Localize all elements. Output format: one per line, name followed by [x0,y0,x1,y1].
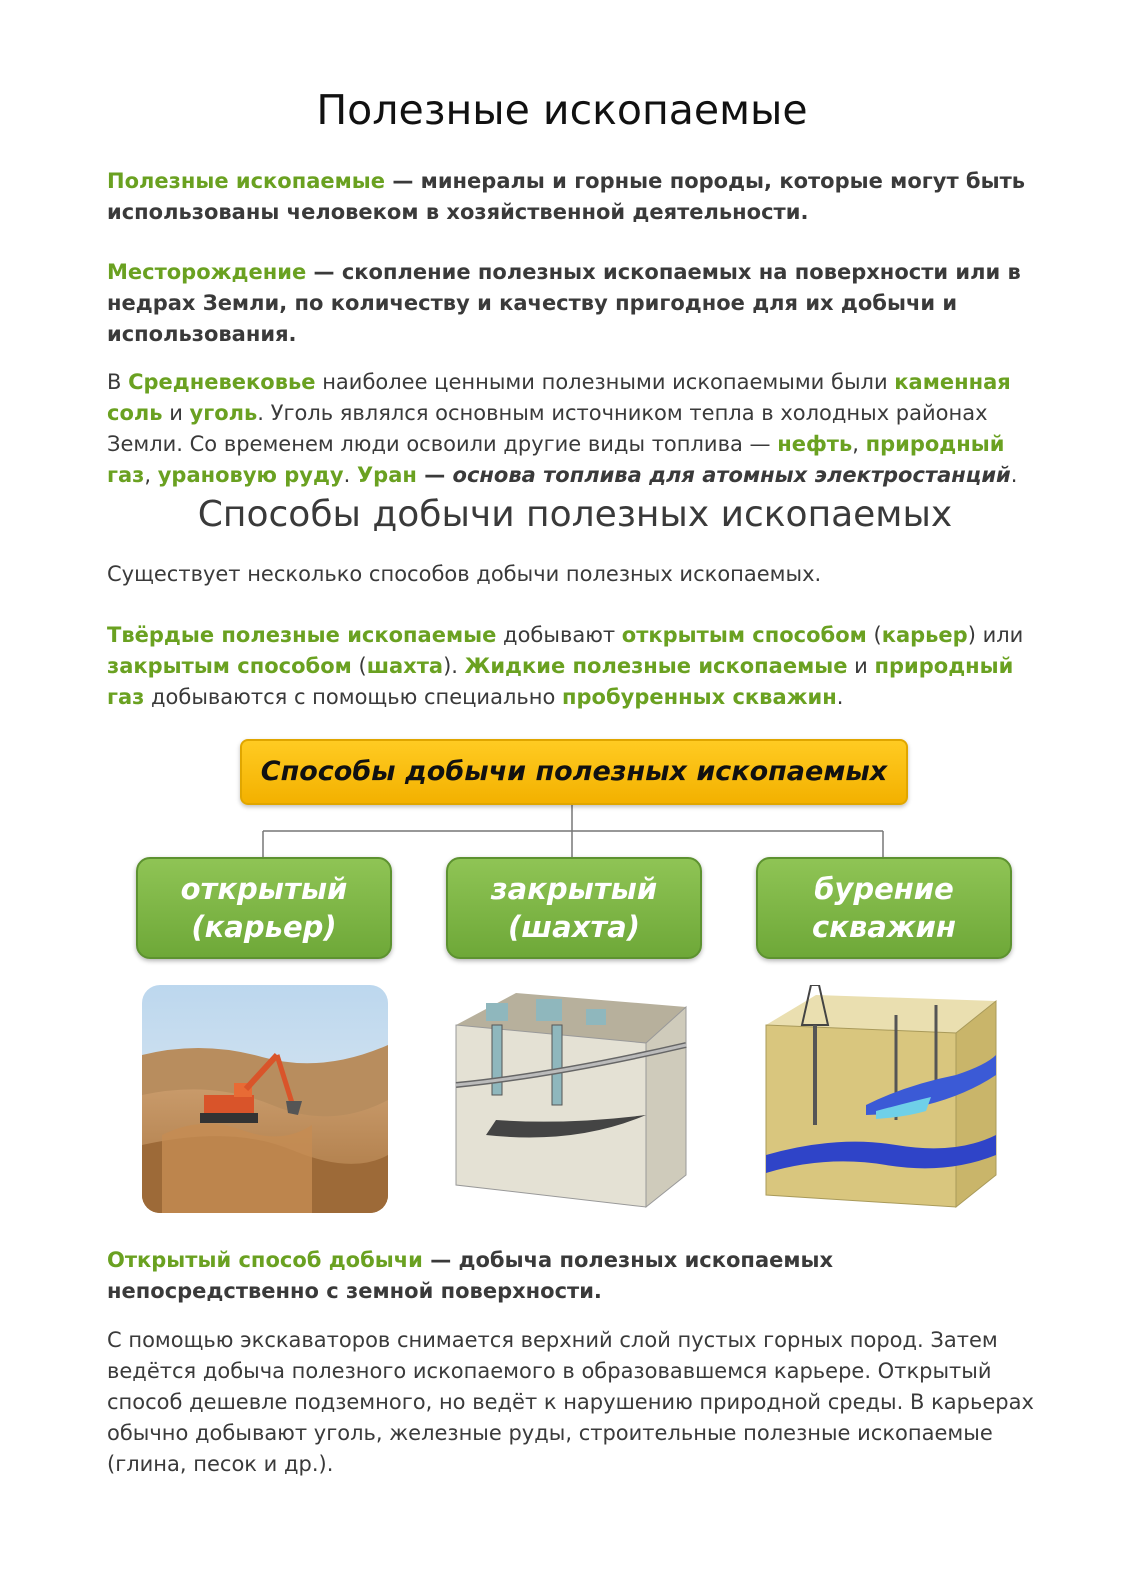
definition-deposit-text: — скопление полезных ископаемых на поверхности или в недрах Земли, по количеству и качеству пригодное для их добычи и использования. [107,260,1021,346]
term-coal: уголь [189,401,258,425]
term-medieval: Средневековье [128,370,316,394]
term-minerals: Полезные ископаемые [107,169,386,193]
category-open-pit [136,857,392,959]
text-span: и [162,401,190,425]
underground-mine-image [446,985,692,1213]
text-span: В [107,370,129,394]
category-label: бурение [814,872,954,906]
text-span: , [144,463,158,487]
diagram-header: Способы добычи полезных ископаемых [240,739,908,805]
page-title: Полезные ископаемые [316,86,808,134]
text-span: . [343,463,357,487]
term-natural-gas: природный газ [107,654,1014,709]
definition-open-method-text: — добыча полезных ископаемых непосредственно с земной поверхности. [107,1248,834,1303]
term-mine: шахта [366,654,444,678]
mining-methods-diagram [130,735,1030,1225]
term-natural-gas: природный газ [107,432,1005,487]
open-method-paragraph: С помощью экскаваторов снимается верхний слой пустых горных пород. Затем ведётся добыча полезного ископаемого в образовавшемся карьере. Открытый способ дешевле подземного, но ведёт к нарушению природной среды. В карьерах обычно добывают уголь, железные руды, строительные полезные ископаемые (глина, песок и др.). [107,1328,1034,1476]
category-drilling [756,857,1012,959]
term-rock-salt: каменная соль [107,370,1011,425]
text-span: ) или [967,623,1024,647]
term-drilled-wells: пробуренных скважин [562,685,837,709]
term-open-mining: Открытый способ добычи [107,1248,423,1272]
history-paragraph [107,367,1042,491]
text-span: добываются с помощью специально [144,685,563,709]
term-uranium-ore: урановую руду [157,463,344,487]
term-open-method: открытым способом [621,623,867,647]
term-solid-minerals: Твёрдые полезные ископаемые [107,623,497,647]
term-closed-method: закрытым способом [107,654,352,678]
category-sublabel: скважин [811,910,956,944]
term-nuclear-fuel: основа топлива для атомных электростанций [452,463,1011,487]
category-sublabel: (карьер) [191,910,337,944]
text-span: наиболее ценными полезными ископаемыми были [315,370,895,394]
definition-minerals [107,166,1042,228]
term-quarry: карьер [881,623,968,647]
text-span: — [416,463,453,487]
term-liquid-minerals: Жидкие полезные ископаемые [464,654,848,678]
text-span: добывают [496,623,622,647]
definition-open-method [107,1245,1042,1307]
term-deposit: Месторождение [107,260,307,284]
text-span: , [852,432,866,456]
text-span: и [847,654,875,678]
category-sublabel: (шахта) [508,910,640,944]
category-label: закрытый [490,872,658,906]
term-uranium: Уран [356,463,417,487]
text-span: ( [866,623,882,647]
term-oil: нефть [777,432,853,456]
methods-paragraph [107,620,1042,713]
text-span: . Уголь являлся основным источником тепла в холодных районах Земли. Со временем люди освоили другие виды топлива — [107,401,988,456]
intro-paragraph: Существует несколько способов добычи полезных ископаемых. [107,562,822,586]
oil-well-drilling-image [756,985,1002,1213]
category-label: открытый [180,872,348,906]
text-span: ( [351,654,367,678]
text-span: ). [443,654,465,678]
section-title: Способы добычи полезных ископаемых [197,494,953,535]
category-underground [446,857,702,959]
quarry-excavator-image [142,985,388,1213]
definition-deposit [107,257,1042,350]
text-span: . [836,685,844,709]
text-span: . [1010,463,1018,487]
definition-minerals-text: — минералы и горные породы, которые могут быть использованы человеком в хозяйственной деятельности. [107,169,1026,224]
